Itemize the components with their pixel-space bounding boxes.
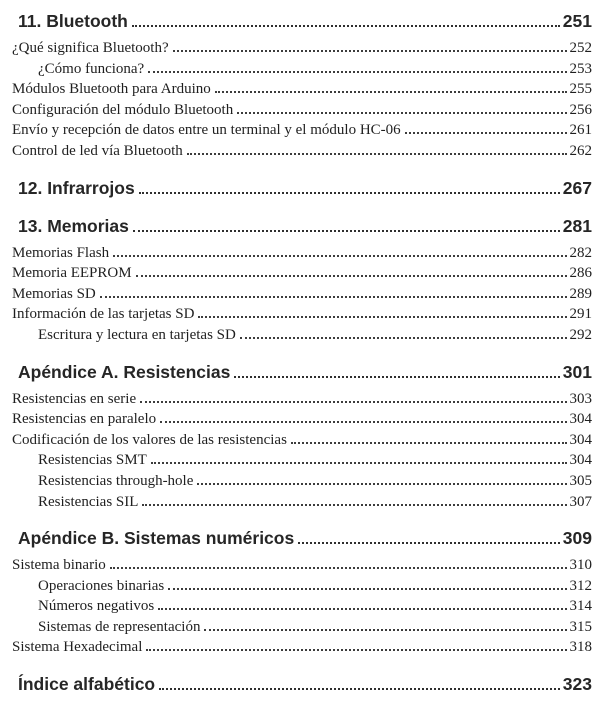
toc-entry-label: Sistemas de representación xyxy=(38,618,201,635)
toc-heading-row xyxy=(18,177,592,200)
toc-section xyxy=(12,673,592,696)
dot-leader xyxy=(197,483,566,485)
toc-entry-label: Control de led vía Bluetooth xyxy=(12,142,183,159)
toc-entry-row xyxy=(12,325,592,346)
toc-entry-label: Sistema Hexadecimal xyxy=(12,639,143,656)
toc-entry-page-number: 304 xyxy=(569,452,592,469)
toc-entry-row xyxy=(12,243,592,264)
toc-entry-label: ¿Qué significa Bluetooth? xyxy=(12,40,169,56)
toc-heading-page-number: 323 xyxy=(562,674,592,695)
toc-entry-page-number: 303 xyxy=(569,390,592,407)
toc-entry-page-number: 307 xyxy=(569,493,592,510)
toc-entry-page-number: 291 xyxy=(569,306,592,323)
toc-entry-page-number: 289 xyxy=(569,285,592,302)
toc-entry-label: Memorias SD xyxy=(12,285,96,302)
toc-section xyxy=(12,361,592,513)
toc-entry-row xyxy=(12,59,592,80)
dot-leader xyxy=(160,421,566,423)
toc-heading-label: 11. Bluetooth xyxy=(18,11,128,31)
toc-heading-page-number: 251 xyxy=(562,11,592,31)
dot-leader xyxy=(405,132,567,134)
toc-heading-row xyxy=(18,527,592,550)
toc-entry-page-number: 304 xyxy=(569,431,592,448)
toc-heading-label: 13. Memorias xyxy=(18,215,129,236)
dot-leader xyxy=(173,50,567,52)
toc-entry-label: Memoria EEPROM xyxy=(12,265,132,282)
dot-leader xyxy=(215,91,567,93)
dot-leader xyxy=(133,230,560,232)
toc-entry-row xyxy=(12,430,592,451)
toc-entry-row xyxy=(12,637,592,658)
toc-entry-row xyxy=(12,389,592,410)
toc-entry-row xyxy=(12,304,592,325)
toc-entry-page-number: 315 xyxy=(569,618,592,635)
dot-leader xyxy=(291,442,567,444)
dot-leader xyxy=(240,337,567,339)
toc-entry-label: Resistencias SMT xyxy=(38,452,147,469)
dot-leader xyxy=(113,255,566,257)
toc-entry-page-number: 262 xyxy=(569,142,592,159)
toc-entry-page-number: 304 xyxy=(569,411,592,428)
dot-leader xyxy=(198,316,566,318)
toc-entry-page-number: 255 xyxy=(569,81,592,98)
toc-entry-row xyxy=(12,409,592,430)
toc-heading-row xyxy=(18,673,592,696)
toc-section xyxy=(12,10,592,162)
toc-heading-row xyxy=(18,361,592,384)
toc-entry-row xyxy=(12,79,592,100)
toc-heading-label: Apéndice B. Sistemas numéricos xyxy=(18,528,295,549)
toc-entry-label: ¿Cómo funciona? xyxy=(38,60,145,77)
toc-entry-page-number: 318 xyxy=(569,639,592,656)
toc-entry-label: Envío y recepción de datos entre un terminal y el módulo HC-06 xyxy=(12,122,401,139)
toc-section xyxy=(12,527,592,658)
toc-entry-row xyxy=(12,100,592,121)
toc-heading-label: Apéndice A. Resistencias xyxy=(18,361,231,382)
dot-leader xyxy=(140,401,566,403)
toc-entry-row xyxy=(12,617,592,638)
toc-entry-page-number: 252 xyxy=(569,40,592,56)
toc-heading-label: Índice alfabético xyxy=(18,674,156,695)
toc-entry-row xyxy=(12,120,592,141)
toc-entry-row xyxy=(12,555,592,576)
toc-entry-row xyxy=(12,450,592,471)
toc-section xyxy=(12,177,592,200)
toc-entry-label: Sistema binario xyxy=(12,557,106,574)
toc-entry-label: Números negativos xyxy=(38,598,155,615)
dot-leader xyxy=(237,112,566,114)
toc-entry-label: Configuración del módulo Bluetooth xyxy=(12,101,234,118)
toc-entry-page-number: 312 xyxy=(569,577,592,594)
toc-heading-label: 12. Infrarrojos xyxy=(18,177,135,198)
dot-leader xyxy=(132,25,560,27)
toc-heading-page-number: 281 xyxy=(562,215,592,236)
toc-entry-row xyxy=(12,141,592,162)
toc-entry-label: Escritura y lectura en tarjetas SD xyxy=(38,326,236,343)
dot-leader xyxy=(139,192,560,194)
toc-entry-label: Memorias Flash xyxy=(12,244,110,261)
dot-leader xyxy=(151,462,567,464)
toc-entry-label: Módulos Bluetooth para Arduino xyxy=(12,81,211,98)
dot-leader xyxy=(148,71,566,73)
dot-leader xyxy=(146,649,566,651)
toc-entry-row xyxy=(12,596,592,617)
toc-entry-label: Resistencias en serie xyxy=(12,390,137,407)
dot-leader xyxy=(187,153,567,155)
dot-leader xyxy=(204,629,566,631)
dot-leader xyxy=(159,688,560,690)
dot-leader xyxy=(110,567,567,569)
toc-entry-row xyxy=(12,471,592,492)
toc-entry-row xyxy=(12,263,592,284)
toc-entry-row xyxy=(12,284,592,305)
toc-entry-page-number: 261 xyxy=(569,122,592,139)
toc-entry-row xyxy=(12,492,592,513)
toc-entry-page-number: 253 xyxy=(569,60,592,77)
toc-entry-page-number: 314 xyxy=(569,598,592,615)
toc-heading-page-number: 309 xyxy=(562,528,592,549)
toc-entry-page-number: 282 xyxy=(569,244,592,261)
toc-entry-label: Información de las tarjetas SD xyxy=(12,306,195,323)
toc-entry-label: Resistencias through-hole xyxy=(38,472,194,489)
dot-leader xyxy=(158,608,566,610)
dot-leader xyxy=(142,504,566,506)
toc-entry-page-number: 256 xyxy=(569,101,592,118)
dot-leader xyxy=(100,296,567,298)
toc-entry-page-number: 286 xyxy=(569,265,592,282)
toc-entry-row xyxy=(12,576,592,597)
toc-entry-label: Resistencias en paralelo xyxy=(12,411,157,428)
toc-entry-label: Resistencias SIL xyxy=(38,493,139,510)
toc-entry-page-number: 292 xyxy=(569,326,592,343)
toc-entry-label: Operaciones binarias xyxy=(38,577,165,594)
toc-entry-label: Codificación de los valores de las resistencias xyxy=(12,431,287,448)
dot-leader xyxy=(168,588,566,590)
dot-leader xyxy=(136,275,567,277)
toc-entry-page-number: 305 xyxy=(569,472,592,489)
dot-leader xyxy=(298,542,560,544)
toc-entry-row xyxy=(12,38,592,59)
toc-heading-page-number: 267 xyxy=(562,177,592,198)
dot-leader xyxy=(234,376,559,378)
toc-section xyxy=(12,215,592,346)
toc-heading-row xyxy=(18,10,592,33)
toc-heading-page-number: 301 xyxy=(562,361,592,382)
toc-heading-row xyxy=(18,215,592,238)
toc-entry-page-number: 310 xyxy=(569,557,592,574)
